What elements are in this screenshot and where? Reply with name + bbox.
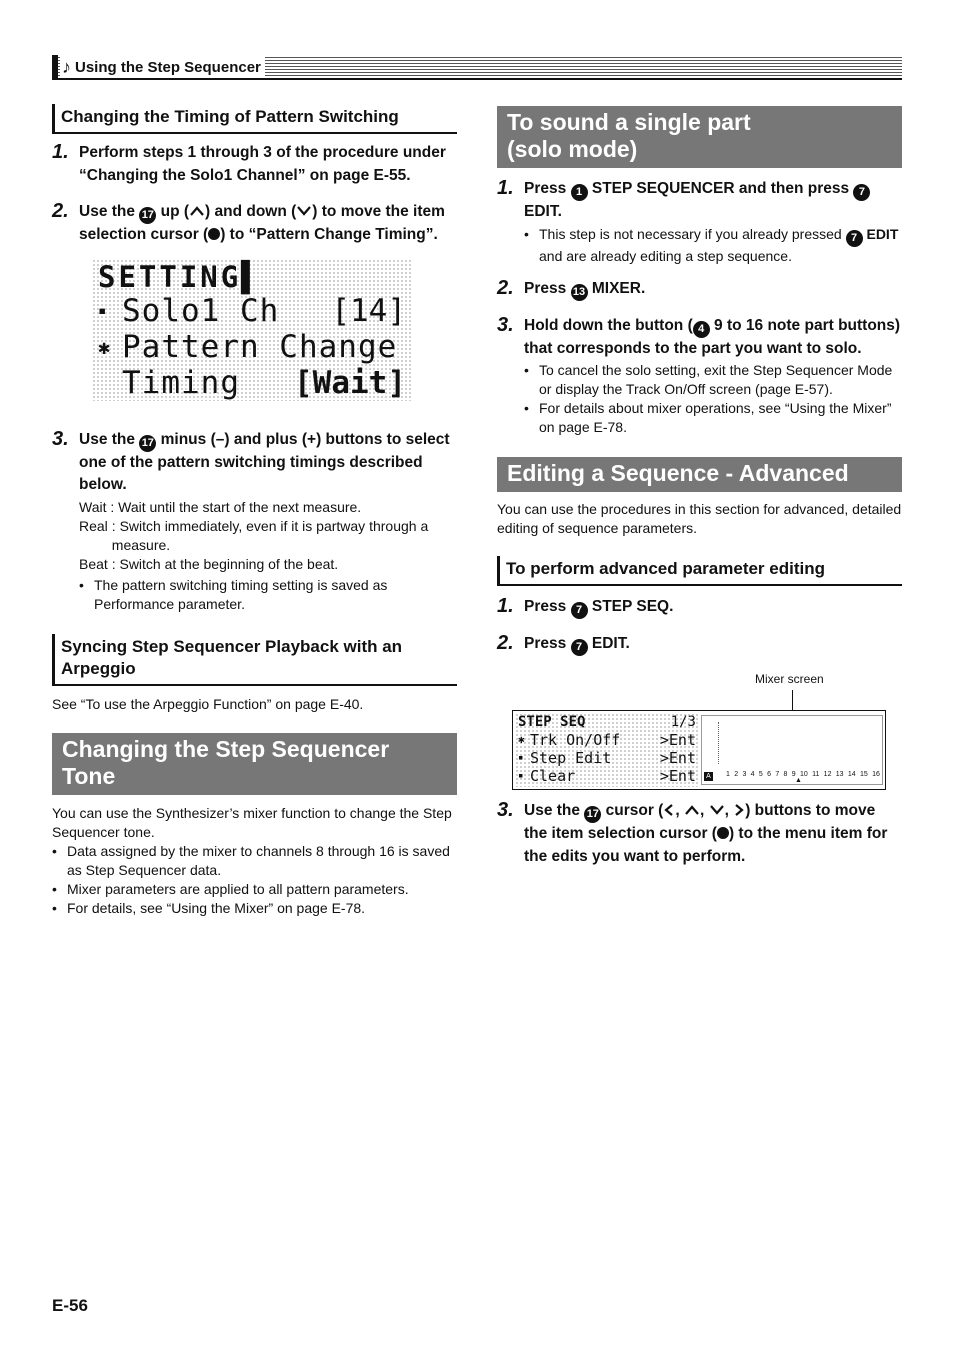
level-scale bbox=[718, 722, 719, 764]
header-bar bbox=[52, 55, 58, 80]
channel-marker-icon: ▲ bbox=[795, 777, 802, 784]
lcd-row-value: >Ent bbox=[659, 767, 696, 785]
channel-number: 11 bbox=[812, 771, 820, 778]
bullet-text: Data assigned by the mixer to channels 8 through 16 is saved as Step Sequencer data. bbox=[67, 842, 450, 878]
mixer-panel bbox=[701, 715, 883, 785]
button-number-icon: 7 bbox=[571, 639, 588, 656]
text: Use the bbox=[79, 203, 135, 220]
chevron-up-icon bbox=[189, 205, 205, 217]
text: Use the bbox=[524, 802, 580, 819]
step-3 bbox=[497, 800, 902, 868]
lcd-title-text: SETTING bbox=[98, 259, 242, 294]
channel-number: 12 bbox=[823, 771, 832, 778]
button-number-icon: 7 bbox=[853, 184, 870, 201]
bullet-item: • Mixer parameters are applied to all pattern parameters. bbox=[52, 880, 409, 897]
lcd-title: SETTING▌ bbox=[98, 259, 262, 294]
mixer-screen-figure bbox=[497, 668, 902, 785]
cursor-dot-icon bbox=[208, 228, 220, 240]
paragraph: See “To use the Arpeggio Function” on page E-40. bbox=[52, 695, 364, 712]
step-1 bbox=[497, 596, 902, 619]
lcd-page: 1/3 bbox=[670, 714, 696, 730]
text: minus (–) and plus (+) buttons to select one of the pattern switching timings described below. bbox=[79, 430, 450, 493]
bullet-text: For details, see “Using the Mixer” on page E-78. bbox=[67, 899, 366, 916]
left-column bbox=[52, 100, 457, 918]
lcd-frame bbox=[512, 710, 886, 790]
step-3 bbox=[52, 429, 457, 614]
settings-lcd-screen bbox=[92, 259, 412, 401]
text: 9 to 16 note part buttons) that corresponds to the part you want to solo. bbox=[524, 316, 901, 357]
timing-option-wait bbox=[79, 498, 457, 517]
step-2 bbox=[497, 633, 902, 656]
channel-number: 14 bbox=[847, 771, 856, 778]
lcd-bullet: ▪ bbox=[518, 771, 524, 781]
lcd-row bbox=[98, 329, 406, 365]
section-heading-timing: Changing the Timing of Pattern Switching bbox=[52, 104, 457, 134]
text: STEP SEQUENCER and then press bbox=[591, 180, 850, 197]
text: ) to “Pattern Change Timing”. bbox=[220, 226, 438, 243]
text: Press bbox=[524, 598, 567, 615]
lcd-row-value: [Wait] bbox=[294, 364, 406, 401]
step-2 bbox=[52, 201, 457, 247]
bullet-item: • To cancel the solo setting, exit the Step Sequencer Mode or display the Track On/Off screen (page E-57). bbox=[524, 361, 902, 399]
bullet-text: For details about mixer operations, see “Using the Mixer” on page E-78. bbox=[539, 400, 892, 435]
text: EDIT. bbox=[524, 203, 562, 220]
timing-option-beat bbox=[79, 555, 457, 574]
step-number: 2. bbox=[52, 200, 69, 222]
channel-numbers bbox=[726, 771, 880, 778]
bullet-item: • For details about mixer operations, see “Using the Mixer” on page E-78. bbox=[524, 399, 902, 437]
timing-option-real bbox=[79, 517, 457, 555]
section-heading-param-editing: To perform advanced parameter editing bbox=[497, 556, 902, 586]
lcd-bullet: ▪ bbox=[518, 753, 524, 763]
text: EDIT. bbox=[591, 635, 630, 652]
step-seq-lcd bbox=[515, 713, 699, 787]
lcd-row-label: Pattern Change bbox=[122, 328, 398, 365]
option-key: Real bbox=[79, 517, 108, 534]
cursor-dot-icon bbox=[717, 827, 729, 839]
bullet-text: The pattern switching timing setting is saved as Performance parameter. bbox=[94, 576, 388, 612]
lcd-row bbox=[98, 365, 406, 401]
step-text bbox=[524, 278, 902, 301]
text: cursor ( bbox=[605, 802, 664, 819]
channel-number: 3 bbox=[742, 771, 747, 778]
lcd-row-value: >Ent bbox=[659, 749, 696, 767]
section-heading-solo bbox=[497, 106, 902, 168]
lcd-row bbox=[518, 731, 696, 749]
lcd-title: STEP SEQ bbox=[518, 714, 586, 730]
music-note-icon: ♪ bbox=[62, 57, 71, 77]
channel-number: 9 bbox=[791, 771, 796, 778]
chevron-down-icon bbox=[296, 205, 312, 217]
callout-label: Mixer screen bbox=[755, 672, 824, 686]
text: Press bbox=[524, 635, 567, 652]
text: and are already editing a step sequence. bbox=[539, 247, 792, 264]
button-number-icon: 17 bbox=[139, 435, 156, 452]
bullet-item: • This step is not necessary if you already pressed 7 EDIT and are already editing a step sequence. bbox=[524, 225, 902, 266]
step-text bbox=[524, 178, 902, 224]
callout-line bbox=[792, 690, 793, 710]
option-desc: : Wait until the start of the next measure. bbox=[110, 498, 362, 515]
lcd-title-row bbox=[518, 714, 696, 731]
lcd-row bbox=[518, 767, 696, 785]
button-number-icon: 4 bbox=[693, 321, 710, 338]
option-key: Wait bbox=[79, 498, 107, 515]
section-heading-tone: Changing the Step Sequencer Tone bbox=[52, 733, 457, 795]
right-column bbox=[497, 106, 902, 868]
text: MIXER. bbox=[591, 279, 646, 297]
step-text bbox=[524, 315, 902, 361]
chevron-down-icon bbox=[709, 804, 725, 816]
step-number: 3. bbox=[497, 799, 514, 821]
step-number: 3. bbox=[52, 427, 69, 450]
step-text bbox=[79, 429, 457, 497]
page-number: E-56 bbox=[52, 1296, 88, 1315]
option-key: Beat bbox=[79, 555, 108, 572]
button-number-icon: 7 bbox=[571, 602, 588, 619]
mixer-icon: A bbox=[704, 772, 713, 781]
text: Press bbox=[524, 180, 567, 197]
option-desc: : Switch immediately, even if it is partway through a measure. bbox=[111, 517, 429, 553]
text: Press bbox=[524, 279, 567, 297]
header-label bbox=[60, 56, 265, 78]
bullet-item: • The pattern switching timing setting is saved as Performance parameter. bbox=[79, 576, 457, 614]
bullet-text bbox=[539, 225, 902, 266]
step-number: 3. bbox=[497, 313, 514, 336]
lcd-cursor-icon: ✱ bbox=[518, 733, 525, 746]
step-2 bbox=[497, 278, 902, 301]
text: This step is not necessary if you already pressed bbox=[539, 225, 842, 242]
section-heading-syncing: Syncing Step Sequencer Playback with an Arpeggio bbox=[52, 634, 457, 686]
bullet-item: • For details, see “Using the Mixer” on page E-78. bbox=[52, 899, 366, 916]
channel-number: 1 bbox=[726, 771, 730, 778]
text: EDIT bbox=[866, 225, 899, 242]
channel-number: 7 bbox=[775, 771, 780, 778]
button-number-icon: 7 bbox=[846, 230, 863, 247]
paragraph: You can use the Synthesizer’s mixer function to change the Step Sequencer tone. bbox=[52, 804, 452, 840]
bullet-text: To cancel the solo setting, exit the Step Sequencer Mode or display the Track On/Off screen (page E-57). bbox=[539, 362, 893, 397]
step-number: 1. bbox=[497, 595, 514, 617]
channel-number: 16 bbox=[872, 771, 880, 778]
lcd-row-value: [14] bbox=[331, 292, 406, 329]
text: Hold down the button ( bbox=[524, 316, 693, 334]
text: Use the bbox=[79, 430, 135, 448]
channel-number: 2 bbox=[734, 771, 739, 778]
channel-number: 10 bbox=[799, 771, 808, 778]
channel-number: 4 bbox=[750, 771, 755, 778]
lcd-row-label: Step Edit bbox=[530, 749, 612, 767]
step-text: Perform steps 1 through 3 of the procedure under “Changing the Solo1 Channel” on page E-55. bbox=[79, 144, 446, 184]
chevron-left-icon bbox=[663, 804, 675, 816]
text: ) to move the item selection cursor ( bbox=[79, 203, 445, 243]
lcd-row bbox=[518, 749, 696, 767]
step-3 bbox=[497, 315, 902, 438]
text: ) to the menu item for the edits you want to perform. bbox=[524, 825, 888, 865]
option-desc: : Switch at the beginning of the beat. bbox=[111, 555, 339, 572]
step-text bbox=[79, 201, 457, 247]
step-text bbox=[524, 633, 902, 656]
channel-number: 5 bbox=[758, 771, 763, 778]
channel-number: 15 bbox=[860, 771, 868, 778]
button-number-icon: 13 bbox=[571, 284, 588, 301]
lcd-bullet: ▪ bbox=[98, 302, 107, 319]
bullet-text: Mixer parameters are applied to all pattern parameters. bbox=[67, 880, 409, 897]
lcd-row-label: Clear bbox=[530, 767, 576, 785]
lcd-row bbox=[98, 293, 406, 329]
text: ) and down ( bbox=[205, 203, 297, 220]
section-heading-advanced: Editing a Sequence - Advanced bbox=[497, 457, 902, 492]
channel-number: 8 bbox=[783, 771, 788, 778]
channel-number: 6 bbox=[767, 771, 771, 778]
heading-line: To sound a single part bbox=[507, 109, 751, 135]
step-number: 2. bbox=[497, 632, 514, 654]
running-header bbox=[52, 55, 902, 80]
header-title: Using the Step Sequencer bbox=[75, 58, 261, 76]
bullet-item: • Data assigned by the mixer to channels 8 through 16 is saved as Step Sequencer data. bbox=[52, 842, 457, 880]
step-number: 1. bbox=[52, 141, 69, 163]
channel-number: 13 bbox=[835, 771, 844, 778]
step-text bbox=[524, 596, 902, 619]
step-1 bbox=[52, 142, 457, 187]
button-number-icon: 1 bbox=[571, 184, 588, 201]
paragraph: You can use the procedures in this section for advanced, detailed editing of sequence parameters. bbox=[497, 501, 902, 536]
step-1 bbox=[497, 178, 902, 266]
heading-line: (solo mode) bbox=[507, 136, 638, 162]
lcd-row-label: Timing bbox=[122, 364, 240, 401]
button-number-icon: 17 bbox=[584, 806, 601, 823]
chevron-up-icon bbox=[684, 804, 700, 816]
text: STEP SEQ. bbox=[591, 598, 674, 615]
step-text: Use the 17 cursor ( , , , ) buttons to move the item selection cursor ( ) to the menu item for the edits you want to perform. bbox=[524, 802, 888, 865]
text: ) buttons to move the item selection cursor ( bbox=[524, 802, 876, 842]
text: up ( bbox=[160, 203, 190, 220]
lcd-row-label: Trk On/Off bbox=[530, 731, 621, 749]
chevron-right-icon bbox=[733, 804, 745, 816]
lcd-row-label: Solo1 Ch bbox=[122, 292, 280, 329]
lcd-cursor-icon: ✱ bbox=[98, 334, 111, 359]
lcd-row-value: >Ent bbox=[659, 731, 696, 749]
step-number: 1. bbox=[497, 177, 514, 199]
button-number-icon: 17 bbox=[139, 207, 156, 224]
step-number: 2. bbox=[497, 276, 514, 299]
